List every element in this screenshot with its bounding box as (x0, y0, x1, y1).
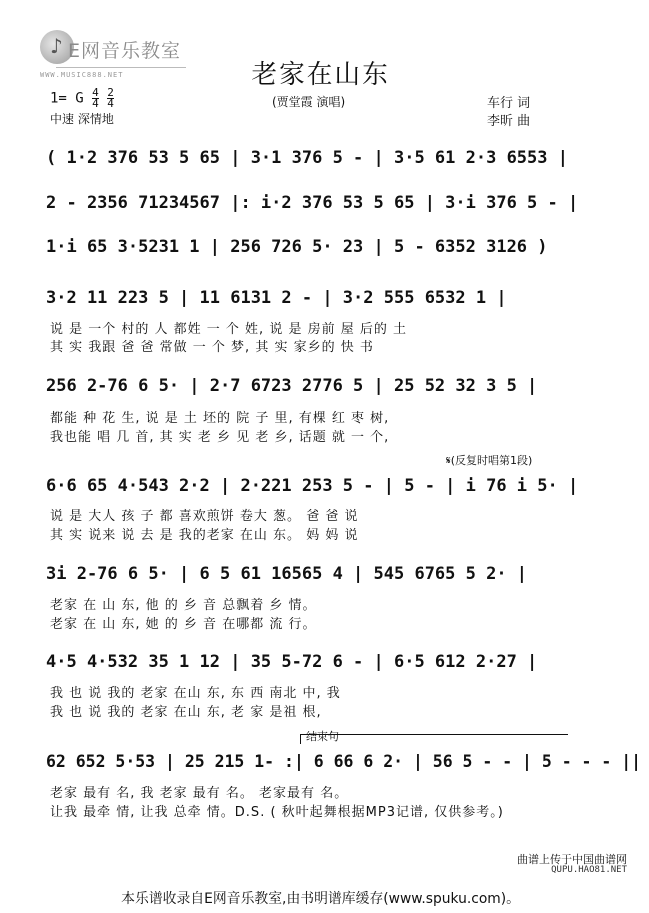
lyric-row-9-verse-2: 让我 最牵 情, 让我 总牵 情。D.S. ( 秋叶起舞根据MP3记谱, 仅供参考。) (50, 805, 504, 820)
lyric-row-7-verse-2: 老家 在 山 东, 她 的 乡 音 在哪都 流 行。 (50, 617, 317, 632)
music-note-icon: ♪ (50, 34, 63, 58)
lyric-row-5-verse-2: 我也能 唱 几 首, 其 实 老 乡 见 老 乡, 话题 就 一 个, (50, 430, 390, 445)
coda-label: 结束句 (306, 730, 339, 743)
notation-row-8: 4·5 4·532 35 1 12 | 35 5-72 6 - | 6·5 612 2·27 | (46, 652, 538, 672)
notation-row-6: 6·6 65 4·543 2·2 | 2·221 253 5 - | 5 - | i 76 i 5· | (46, 476, 579, 496)
notation-row-7: 3i 2-76 6 5· | 6 5 61 16565 4 | 545 6765 5 2· | (46, 564, 528, 584)
notation-row-9: 62 652 5·53 | 25 215 1- :| 6 66 6 2· | 56 5 - - | 5 - - - || (46, 752, 642, 772)
lyric-row-4-verse-1: 说 是 一个 村的 人 都姓 一 个 姓, 说 是 房前 屋 后的 土 (50, 322, 407, 337)
notation-row-2: 2 - 2356 71234567 |: i·2 376 53 5 65 | 3·i 376 5 - | (46, 193, 579, 213)
upload-url: QUPU.HAO81.NET (551, 865, 627, 875)
lyricist-credit: 车行 词 (487, 96, 531, 111)
logo-url: WWW.MUSIC888.NET (40, 71, 124, 79)
lyric-row-4-verse-2: 其 实 我跟 爸 爸 常做 一 个 梦, 其 实 家乡的 快 书 (50, 340, 374, 355)
segno-note: 𝄋(反复时唱第1段) (446, 454, 533, 467)
notation-row-1: ( 1·2 376 53 5 65 | 3·1 376 5 - | 3·5 61 2·3 6553 | (46, 148, 568, 168)
lyric-row-6-verse-2: 其 实 说来 说 去 是 我的老家 在山 东。 妈 妈 说 (50, 528, 359, 543)
time1-bottom: 4 (92, 97, 99, 110)
lyric-row-8-verse-2: 我 也 说 我的 老家 在山 东, 老 家 是祖 根, (50, 705, 322, 720)
notation-row-4: 3·2 11 223 5 | 11 6131 2 - | 3·2 555 6532 1 | (46, 288, 507, 308)
logo-text: E网音乐教室 (68, 40, 182, 62)
key-signature (50, 88, 114, 109)
coda-bracket-edge (300, 734, 301, 744)
upload-note: 曲谱上传于中国曲谱网 (517, 853, 627, 866)
time2-top: 2 (107, 86, 114, 99)
lyric-row-8-verse-1: 我 也 说 我的 老家 在山 东, 东 西 南北 中, 我 (50, 686, 341, 701)
coda-bracket (300, 734, 568, 735)
source-note: 本乐谱收录自E网音乐教室,由书明谱库缓存(www.spuku.com)。 (121, 891, 521, 907)
lyric-row-9-verse-1: 老家 最有 名, 我 老家 最有 名。 老家最有 名。 (50, 786, 349, 801)
key-label: 1= G (50, 90, 84, 107)
lyric-row-7-verse-1: 老家 在 山 东, 他 的 乡 音 总飘着 乡 情。 (50, 598, 317, 613)
song-title: 老家在山东 (251, 60, 390, 90)
notation-row-5: 256 2-76 6 5· | 2·7 6723 2776 5 | 25 52 32 3 5 | (46, 376, 538, 396)
composer-credit: 李昕 曲 (487, 114, 531, 129)
lyric-row-5-verse-1: 都能 种 花 生, 说 是 土 坯的 院 子 里, 有棵 红 枣 树, (50, 411, 390, 426)
singer: (贾堂霞 演唱) (272, 95, 346, 109)
notation-row-3: 1·i 65 3·5231 1 | 256 726 5· 23 | 5 - 6352 3126 ) (46, 237, 548, 257)
time-signature-2 (107, 88, 114, 109)
lyric-row-6-verse-1: 说 是 大人 孩 子 都 喜欢煎饼 卷大 葱。 爸 爸 说 (50, 509, 359, 524)
time-signature-1 (92, 88, 99, 109)
time1-top: 4 (92, 86, 99, 99)
time2-bottom: 4 (107, 97, 114, 110)
tempo-marking: 中速 深情地 (50, 112, 114, 126)
